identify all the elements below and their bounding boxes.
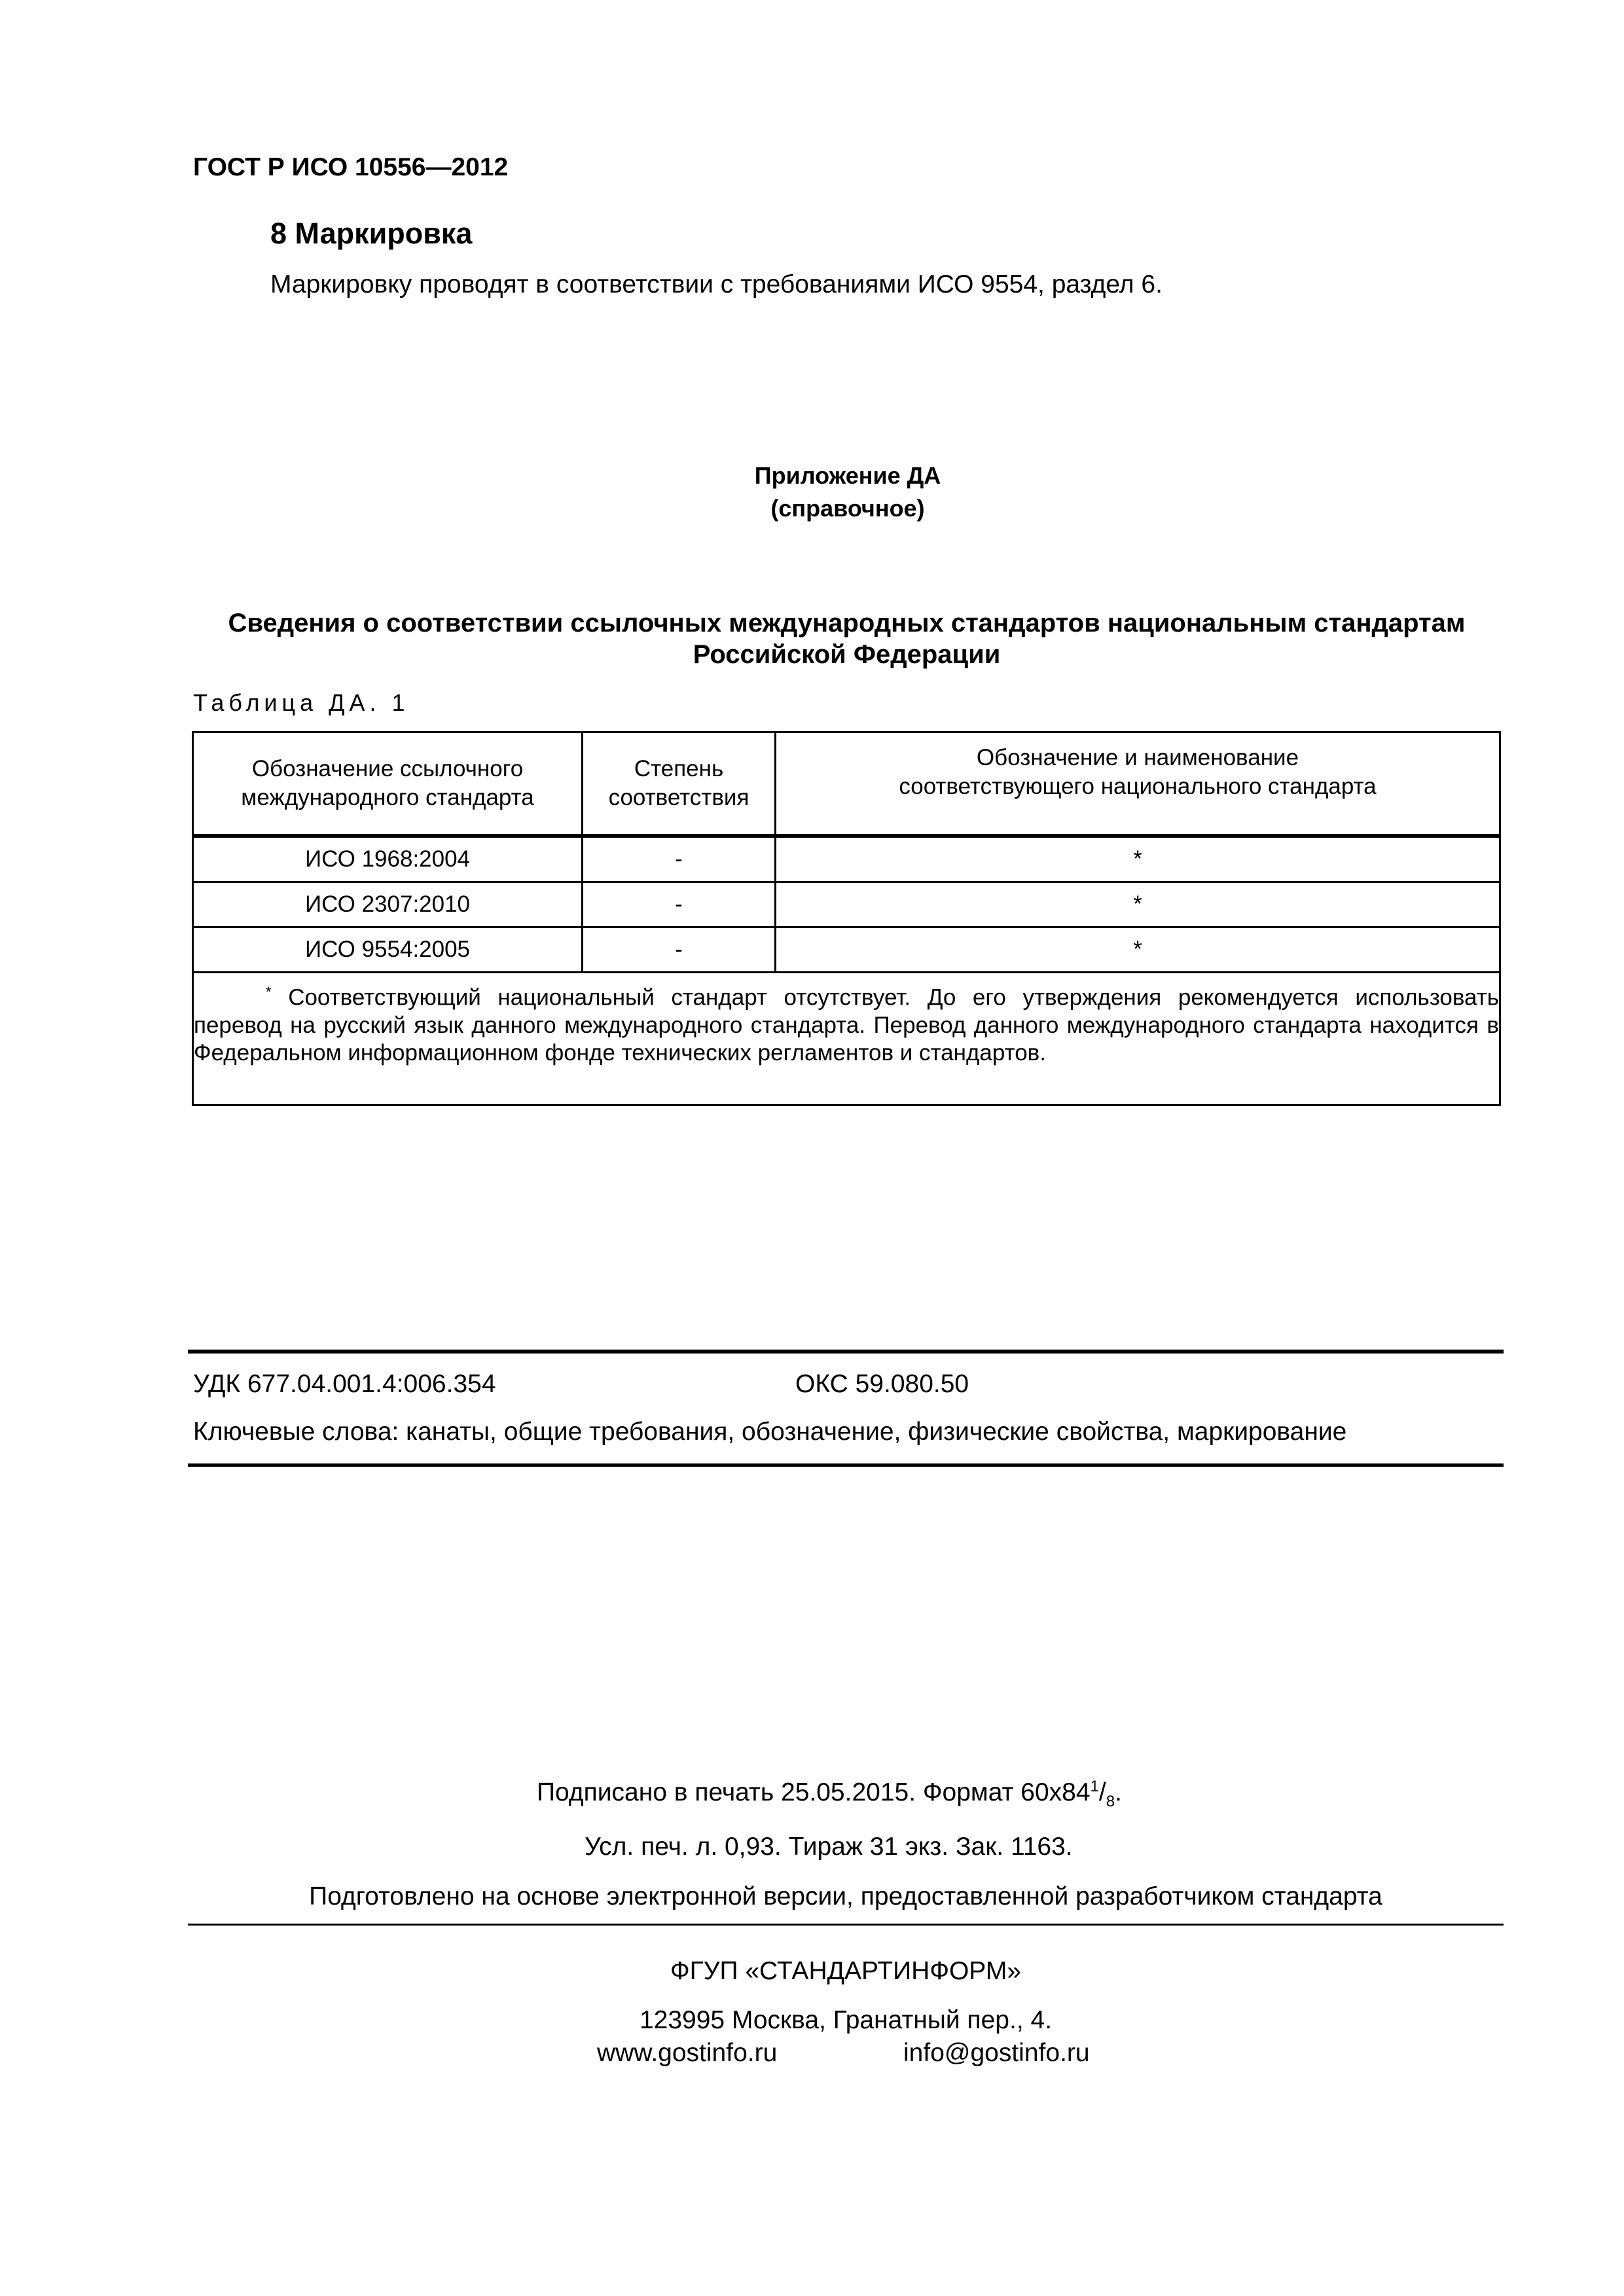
udk-code: УДК 677.04.001.4:006.354 xyxy=(193,1370,496,1398)
publisher-name: ФГУП «СТАНДАРТИНФОРМ» xyxy=(670,1957,1022,1985)
format-slash: / xyxy=(1098,1778,1106,1806)
divider-top xyxy=(188,1350,1504,1354)
table-row xyxy=(193,927,1500,973)
appendix-label xyxy=(0,459,1624,525)
signed-suffix: . xyxy=(1115,1778,1122,1806)
publisher-address: 123995 Москва, Гранатный пер., 4. xyxy=(639,2006,1053,2034)
table-row xyxy=(193,882,1500,927)
appendix-title-line1: Сведения о соответствии ссылочных международных стандартов национальным стандартам xyxy=(228,609,1466,637)
appendix-line1: Приложение ДА xyxy=(754,462,941,489)
appendix-title-line2: Российской Федерации xyxy=(693,640,1001,669)
table-cell: - xyxy=(583,882,776,927)
table-caption: Таблица ДА. 1 xyxy=(193,689,410,716)
format-numerator: 1 xyxy=(1090,1778,1099,1795)
table-row xyxy=(193,836,1500,882)
table-note xyxy=(193,973,1500,1105)
oks-code: ОКС 59.080.50 xyxy=(795,1370,969,1398)
signed-text: Подписано в печать 25.05.2015. Формат 60х84 xyxy=(537,1778,1091,1806)
table-cell: * xyxy=(776,882,1500,927)
signed-line xyxy=(537,1778,1122,1811)
header-text: Степень xyxy=(634,756,724,781)
section-text: Маркировку проводят в соответствии с требованиями ИСО 9554, раздел 6. xyxy=(270,270,1163,298)
table-cell: - xyxy=(583,927,776,973)
table-cell: * xyxy=(776,927,1500,973)
document-code: ГОСТ Р ИСО 10556—2012 xyxy=(193,153,509,181)
prepared-note: Подготовлено на основе электронной версии, предоставленной разработчиком стандарта xyxy=(309,1882,1382,1910)
table-header-row xyxy=(193,732,1500,836)
header-text: соответствующего национального стандарта xyxy=(899,774,1377,799)
email-link[interactable]: info@gostinfo.ru xyxy=(903,2039,1090,2067)
header-cell-national xyxy=(776,732,1500,836)
table-note-row xyxy=(193,973,1500,1105)
table-cell: * xyxy=(776,836,1500,882)
table-cell: ИСО 1968:2004 xyxy=(193,836,583,882)
appendix-title xyxy=(193,607,1500,670)
header-cell-degree xyxy=(583,732,776,836)
format-denominator: 8 xyxy=(1106,1792,1115,1810)
table-cell: ИСО 9554:2005 xyxy=(193,927,583,973)
header-cell-reference xyxy=(193,732,583,836)
table-cell: - xyxy=(583,836,776,882)
header-text: соответствия xyxy=(608,785,749,810)
note-text: Соответствующий национальный стандарт отсутствует. До его утверждения рекомендуется использовать перевод на русский язык данного международного стандарта. Перевод данного международного стандарта находится в Федеральном информационном фонде технических регламентов и стандартов. xyxy=(194,984,1499,1066)
appendix-line2: (справочное) xyxy=(770,495,925,522)
website-link[interactable]: www.gostinfo.ru xyxy=(597,2039,778,2067)
divider-bottom xyxy=(188,1463,1504,1467)
print-info: Усл. печ. л. 0,93. Тираж 31 экз. Зак. 1163. xyxy=(585,1833,1073,1861)
divider-imprint xyxy=(188,1924,1504,1926)
correspondence-table xyxy=(192,731,1501,1106)
keywords: Ключевые слова: канаты, общие требования, обозначение, физические свойства, маркирование xyxy=(193,1418,1347,1446)
header-text: Обозначение ссылочного xyxy=(251,756,524,781)
section-heading: 8 Маркировка xyxy=(270,217,473,250)
header-text: международного стандарта xyxy=(241,785,534,810)
table-cell: ИСО 2307:2010 xyxy=(193,882,583,927)
note-mark: * xyxy=(266,984,272,1000)
header-text: Обозначение и наименование xyxy=(976,745,1299,770)
